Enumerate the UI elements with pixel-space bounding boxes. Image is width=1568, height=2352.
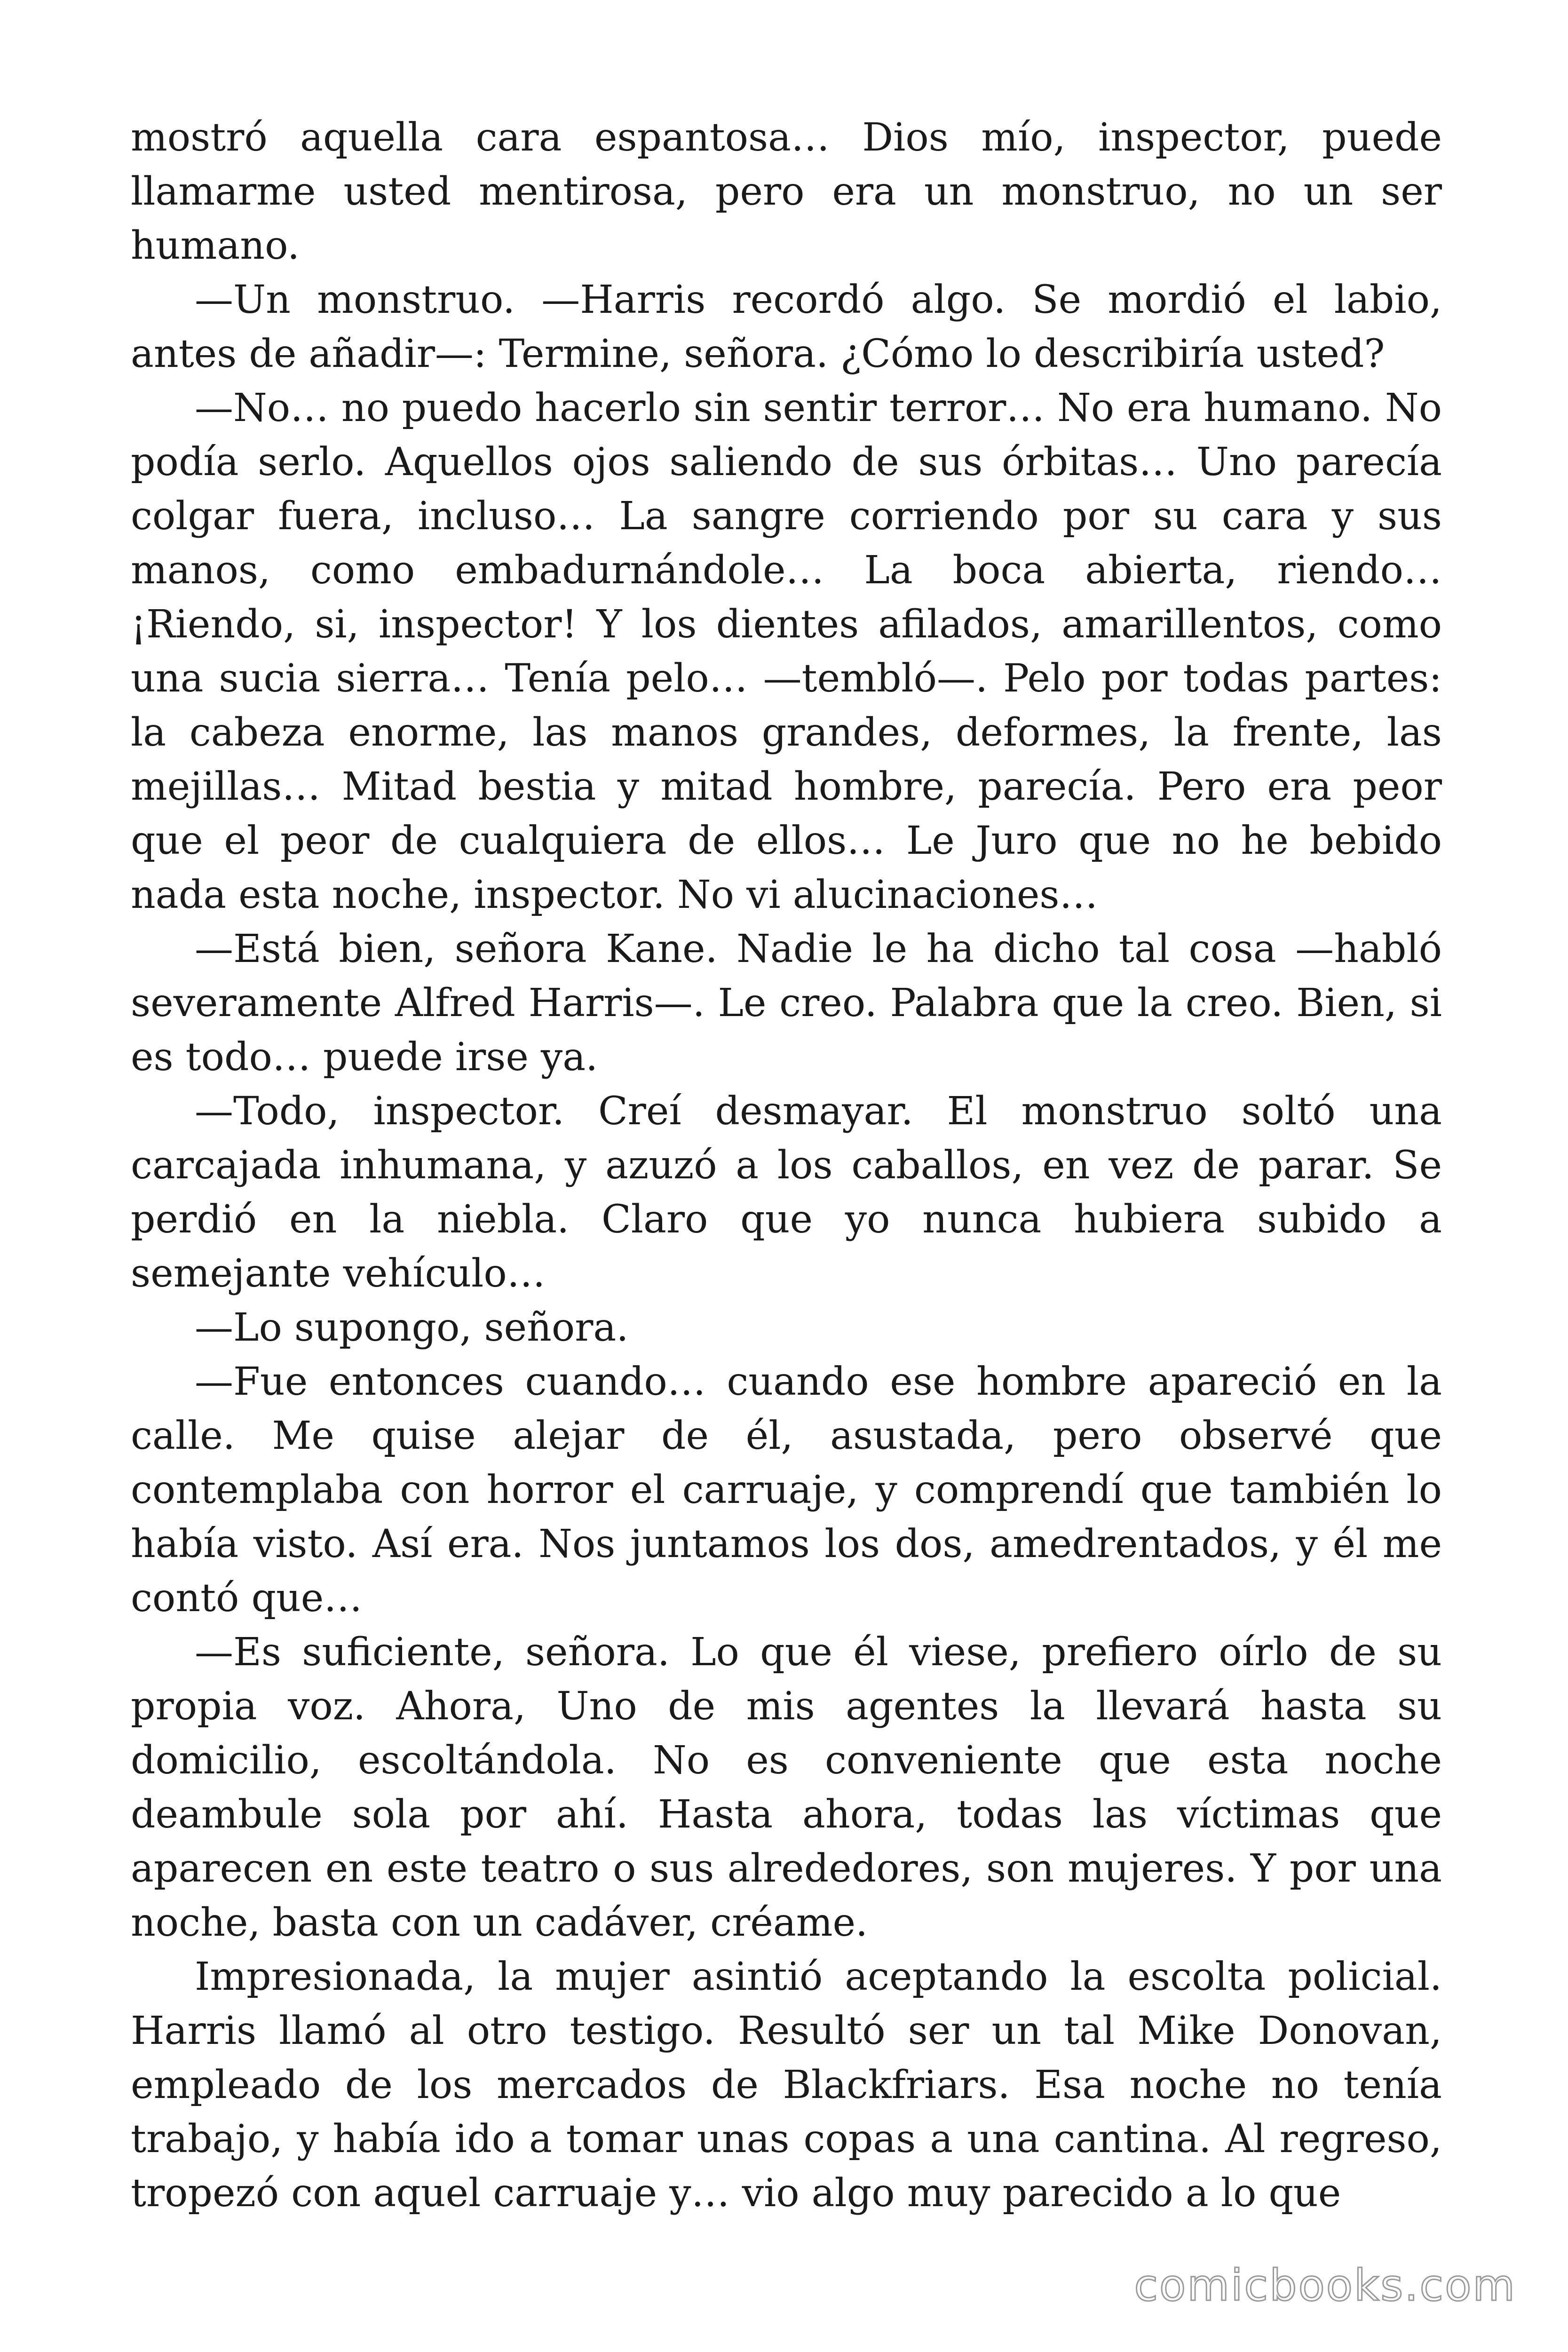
paragraph-1: mostró aquella cara espantosa… Dios mío, inspector, puede llamarme usted mentirosa, pero era un monstruo, no un ser humano. — [131, 115, 1442, 268]
paragraph-5: —Todo, inspector. Creí desmayar. El monstruo soltó una carcajada inhumana, y azuzó a los caballos, en vez de parar. Se perdió en la niebla. Claro que yo nunca hubiera subido a semejante vehículo… — [131, 1089, 1442, 1296]
paragraph-8: —Es suficiente, señora. Lo que él viese, prefiero oírlo de su propia voz. Ahora, Uno de mis agentes la llevará hasta su domicilio, escoltándola. No es conveniente que esta noche deambule sola por ahí. Hasta ahora, todas las víctimas que aparecen en este teatro o sus alrededores, son mujeres. Y por una noche, basta con un cadáver, créame. — [131, 1630, 1442, 1945]
paragraph-3: —No… no puedo hacerlo sin sentir terror… No era humano. No podía serlo. Aquellos ojos saliendo de sus órbitas… Uno parecía colgar fuera, incluso… La sangre corriendo por su cara y sus manos, como embadurnándole… La boca abierta, riendo… ¡Riendo, si, inspector! Y los dientes afilados, amarillentos, como una sucia sierra… Tenía pelo… —tembló—. Pelo por todas partes: la cabeza enorme, las manos grandes, deformes, la frente, las mejillas… Mitad bestia y mitad hombre, parecía. Pero era peor que el peor de cualquiera de ellos… Le Juro que no he bebido nada esta noche, inspector. No vi alucinaciones… — [131, 386, 1442, 917]
paragraph-9: Impresionada, la mujer asintió aceptando la escolta policial. Harris llamó al otro testigo. Resultó ser un tal Mike Donovan, empleado de los mercados de Blackfriars. Esa noche no tenía trabajo, y había ido a tomar unas copas a una cantina. Al regreso, tropezó con aquel carruaje y… vio algo muy parecido a lo que — [131, 1955, 1442, 2216]
paragraph-6: —Lo supongo, señora. — [195, 1305, 629, 1350]
book-page — [131, 111, 1442, 2218]
paragraph-2: —Un monstruo. —Harris recordó algo. Se mordió el labio, antes de añadir—: Termine, señora. ¿Cómo lo describiría usted? — [131, 278, 1442, 376]
paragraph-4: —Está bien, señora Kane. Nadie le ha dicho tal cosa —habló severamente Alfred Harris—. Le creo. Palabra que la creo. Bien, si es todo… puede irse ya. — [131, 927, 1442, 1080]
site-watermark: comicbooks.com — [1134, 2260, 1516, 2311]
paragraph-7: —Fue entonces cuando… cuando ese hombre apareció en la calle. Me quise alejar de él, asustada, pero observé que contemplaba con horror el carruaje, y comprendí que también lo había visto. Así era. Nos juntamos los dos, amedrentados, y él me contó que… — [131, 1359, 1442, 1621]
